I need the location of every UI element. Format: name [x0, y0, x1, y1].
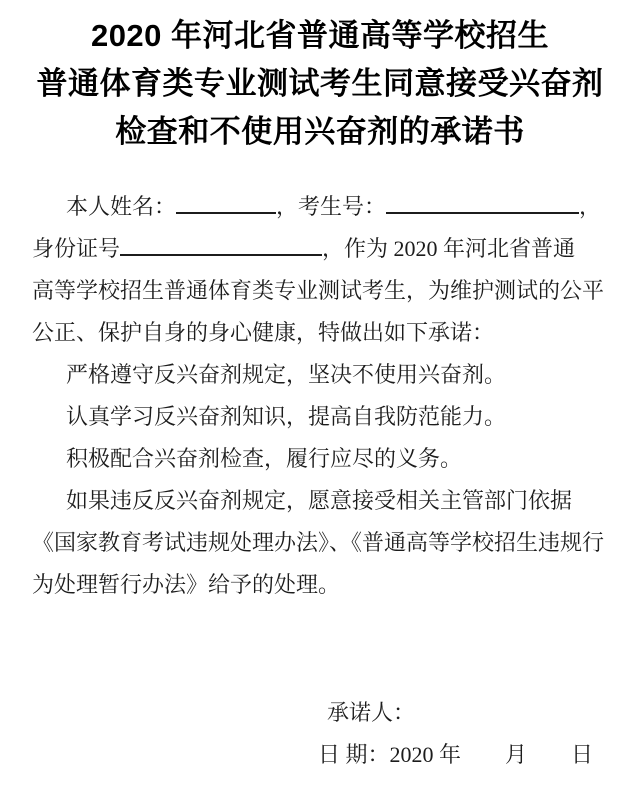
paragraph1-line3: 高等学校招生普通体育类专业测试考生，为维护测试的公平: [32, 278, 605, 303]
id-no-blank-field: [120, 233, 322, 256]
commitment-item-3: 积极配合兴奋剂检查，履行应尽的义务。: [66, 446, 463, 471]
title-line-2: 普通体育类专业测试考生同意接受兴奋剂: [36, 66, 604, 101]
document-title: [0, 0, 640, 156]
title-line-1: 2020 年河北省普通高等学校招生: [90, 18, 550, 53]
penalty-paragraph-line-1: 如果违反反兴奋剂规定，愿意接受相关主管部门依据: [66, 488, 573, 513]
line1-trailing-comma: ，: [579, 194, 602, 219]
document-body: [32, 186, 612, 776]
commitment-item-1: 严格遵守反兴奋剂规定，坚决不使用兴奋剂。: [66, 362, 507, 387]
candidate-no-label: ，考生号：: [276, 194, 387, 219]
date-line: 日 期：2020 年 月 日: [318, 742, 594, 767]
penalty-paragraph-line-3: 为处理暂行办法》给予的处理。: [32, 572, 341, 597]
candidate-no-blank-field: [386, 191, 579, 214]
id-no-label: 身份证号: [32, 236, 121, 261]
form-line-id-no: [32, 228, 612, 270]
name-blank-field: [176, 191, 276, 214]
name-label: 本人姓名：: [66, 194, 177, 219]
promisor-label-line: 承诺人：: [327, 700, 416, 725]
penalty-paragraph-line-2: 《国家教育考试违规处理办法》、《普通高等学校招生违规行: [32, 530, 605, 555]
title-line-3: 检查和不使用兴奋剂的承诺书: [115, 114, 525, 149]
paragraph1-line4: 公正、保护自身的身心健康，特做出如下承诺：: [32, 320, 495, 345]
commitment-item-2: 认真学习反兴奋剂知识，提高自我防范能力。: [66, 404, 507, 429]
line2-rest-text: ，作为 2020 年河北省普通: [322, 236, 576, 261]
form-line-name-candidate-no: [32, 186, 612, 228]
signature-block: [32, 692, 612, 776]
